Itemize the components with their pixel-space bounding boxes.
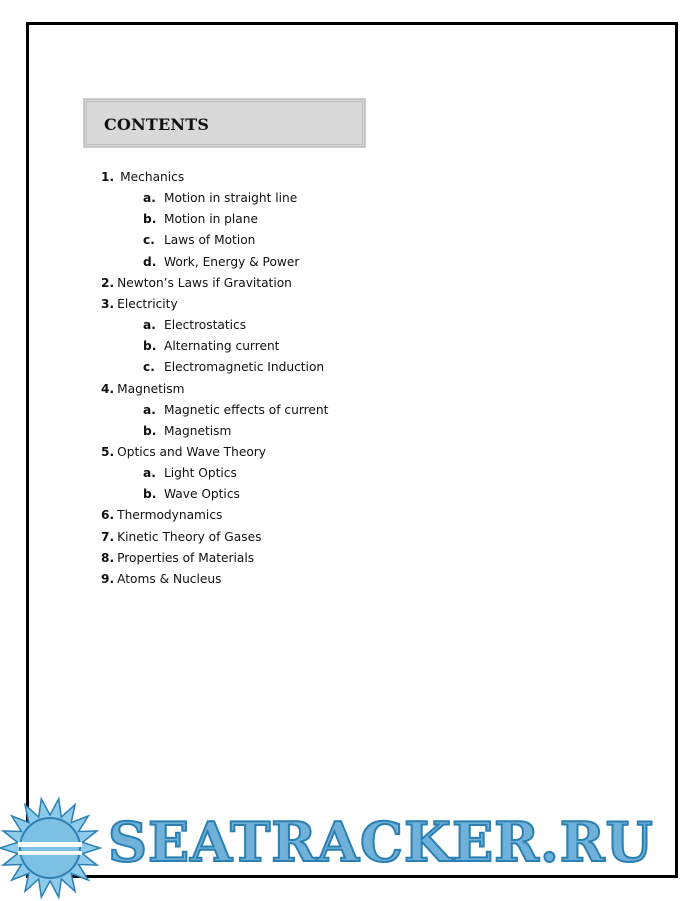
watermark: [0, 796, 699, 901]
toc-label: Magnetic effects of current: [164, 402, 329, 417]
toc-number: a.: [143, 191, 156, 206]
toc-number: a.: [143, 402, 156, 417]
toc-label: Properties of Materials: [117, 550, 255, 565]
toc-number: c.: [143, 360, 155, 375]
toc-number: d.: [143, 254, 157, 269]
toc-number: a.: [143, 466, 156, 481]
toc-subitem: [143, 230, 255, 251]
toc-number: 6.: [101, 508, 115, 523]
toc-label: Electricity: [117, 296, 178, 311]
toc-item: [101, 527, 261, 548]
toc-label: Atoms & Nucleus: [117, 571, 222, 586]
toc-label: Laws of Motion: [164, 233, 256, 248]
toc-subitem: [143, 209, 258, 230]
toc-label: Motion in plane: [164, 212, 258, 227]
toc-item: [101, 379, 184, 400]
toc-label: Light Optics: [164, 466, 237, 481]
toc-label: Magnetism: [164, 423, 232, 438]
contents-heading-box: [84, 99, 365, 147]
toc-number: 2.: [101, 275, 115, 290]
contents-heading: CONTENTS: [104, 115, 210, 134]
toc-number: 5.: [101, 444, 115, 459]
toc-label: Magnetism: [117, 381, 185, 396]
toc-label: Newton’s Laws if Gravitation: [117, 275, 292, 290]
toc-subitem: [143, 484, 240, 505]
toc-number: b.: [143, 339, 157, 354]
toc-item: [101, 273, 292, 294]
toc-subitem: [143, 188, 297, 209]
toc-subitem: [143, 315, 246, 336]
toc-label: Electromagnetic Induction: [164, 360, 325, 375]
toc-number: 9.: [101, 571, 115, 586]
toc-subitem: [143, 336, 279, 357]
toc-item: [101, 548, 254, 569]
toc-number: 4.: [101, 381, 115, 396]
toc-item: [101, 294, 178, 315]
toc-number: b.: [143, 212, 157, 227]
watermark-text: SEATRACKER.RU: [108, 810, 654, 874]
toc-label: Electrostatics: [164, 318, 247, 333]
toc-label: Wave Optics: [164, 487, 240, 502]
toc-item: [101, 442, 266, 463]
toc-label: Work, Energy & Power: [164, 254, 300, 269]
toc-label: Mechanics: [120, 170, 185, 184]
toc-subitem: [143, 400, 328, 421]
toc-number: 1.: [101, 170, 115, 184]
toc-number: b.: [143, 487, 157, 502]
toc-label: Motion in straight line: [164, 191, 298, 206]
toc-item: [101, 569, 221, 590]
toc-number: 3.: [101, 296, 115, 311]
toc-label: Kinetic Theory of Gases: [117, 529, 262, 544]
toc-subitem: [143, 357, 324, 378]
toc-item: [101, 167, 184, 188]
sun-burst-icon: [0, 796, 110, 901]
toc-number: 8.: [101, 550, 115, 565]
toc-subitem: [143, 252, 299, 273]
toc-label: Optics and Wave Theory: [117, 444, 267, 459]
toc-subitem: [143, 421, 231, 442]
toc-number: a.: [143, 318, 156, 333]
toc-number: c.: [143, 233, 155, 248]
toc-label: Alternating current: [164, 339, 280, 354]
toc-label: Thermodynamics: [117, 508, 223, 523]
toc-number: b.: [143, 423, 157, 438]
toc-number: 7.: [101, 529, 115, 544]
toc-item: [101, 505, 222, 526]
toc-subitem: [143, 463, 237, 484]
